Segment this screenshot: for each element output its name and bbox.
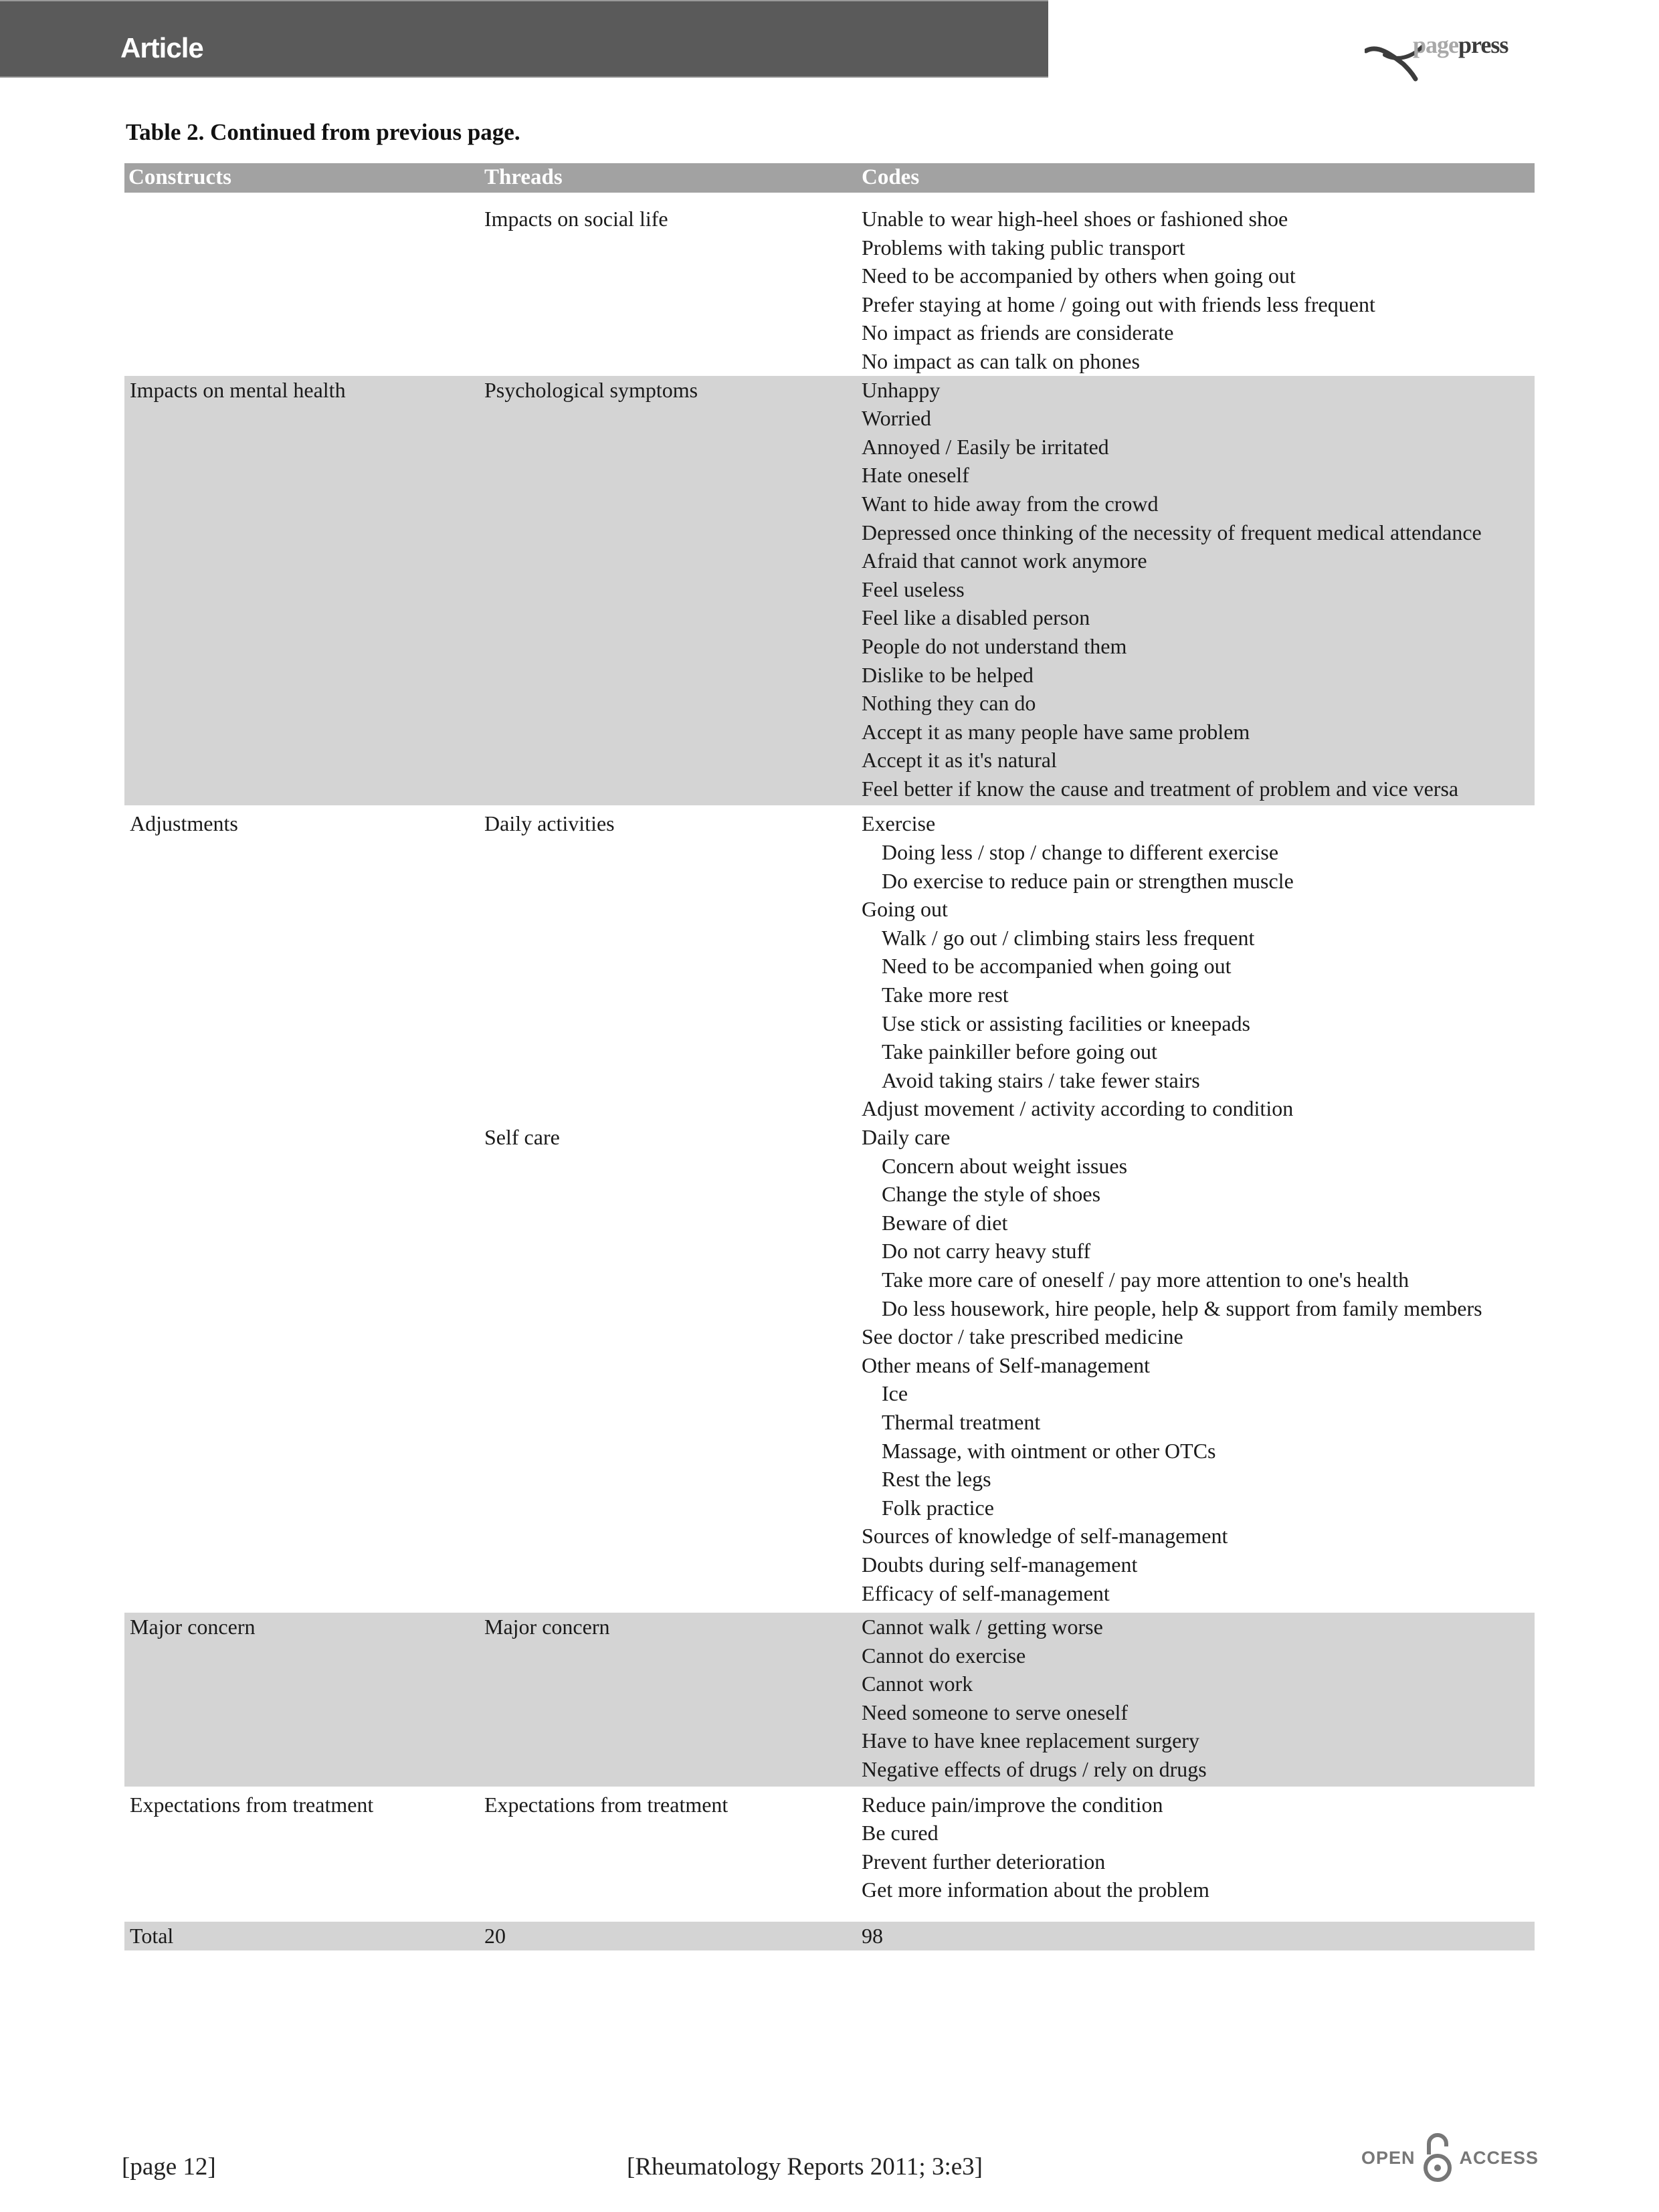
code-item: Unable to wear high-heel shoes or fashioned shoe [862,207,1288,231]
section-header-bar [0,0,1048,78]
sub-code-item: Need to be accompanied when going out [882,954,1232,979]
sub-code-item: Avoid taking stairs / take fewer stairs [882,1068,1200,1092]
code-item: Unhappy [862,377,941,402]
code-item: Need someone to serve oneself [862,1700,1129,1724]
table-row [124,1613,1535,1787]
table-row [124,809,1535,1613]
code-item: Feel better if know the cause and treatment of problem and vice versa [862,776,1459,801]
code-item: Accept it as it's natural [862,748,1057,773]
sub-code-item: Concern about weight issues [882,1153,1128,1178]
construct-cell: Adjustments [130,811,238,836]
code-item: Worried [862,406,932,431]
pagepress-logo [1365,31,1539,84]
code-item: Adjust movement / activity according to condition [862,1096,1294,1121]
code-item: People do not understand them [862,633,1127,658]
page-number: [page 12] [122,2153,216,2181]
code-item: Be cured [862,1821,939,1845]
code-item: Doubts during self-management [862,1552,1138,1577]
codes-table [124,163,1535,1950]
construct-cell: Expectations from treatment [130,1792,374,1817]
thread-cell: Major concern [484,1615,610,1639]
section-label: Article [120,32,203,64]
sub-code-item: Take painkiller before going out [882,1039,1157,1064]
construct-cell: Impacts on mental health [130,377,346,402]
open-access-badge [1361,2131,1539,2185]
codes-cell [862,205,1535,376]
code-item: No impact as can talk on phones [862,348,1140,373]
table-body [124,193,1535,1950]
open-access-right-text: ACCESS [1459,2147,1539,2168]
code-item: Cannot do exercise [862,1643,1026,1668]
total-codes: 98 [862,1924,883,1948]
table-row [124,193,1535,376]
sub-code-item: Do less housework, hire people, help & support from family members [882,1296,1482,1320]
logo-part-page: page [1413,31,1458,58]
thread-cell: Psychological symptoms [484,377,698,402]
code-item: Depressed once thinking of the necessity of frequent medical attendance [862,520,1482,544]
code-item: Accept it as many people have same problem [862,719,1250,744]
code-item: Exercise [862,811,936,836]
sub-code-item: Change the style of shoes [882,1182,1101,1207]
table-row [124,376,1535,806]
code-item: Prefer staying at home / going out with friends less frequent [862,292,1375,316]
sub-code-item: Doing less / stop / change to different exercise [882,840,1279,865]
code-item: Hate oneself [862,463,969,488]
code-item: Nothing they can do [862,691,1036,716]
thread-cell: Self care [484,1125,560,1150]
code-item: Feel like a disabled person [862,605,1090,630]
code-item: Prevent further deterioration [862,1849,1106,1874]
codes-cell [862,376,1535,803]
code-item: Daily care [862,1125,951,1149]
sub-code-item: Beware of diet [882,1210,1008,1235]
codes-cell [862,1791,1535,1904]
code-item: See doctor / take prescribed medicine [862,1324,1183,1349]
column-header-constructs: Constructs [128,165,231,189]
code-item: Cannot work [862,1672,973,1696]
sub-code-item: Use stick or assisting facilities or kneepads [882,1011,1250,1035]
thread-cell: Impacts on social life [484,207,668,231]
sub-code-item: Take more care of oneself / pay more attention to one's health [882,1267,1409,1292]
code-item: Efficacy of self-management [862,1581,1110,1605]
pagepress-wordmark [1413,31,1508,59]
thread-cell: Expectations from treatment [484,1792,728,1817]
table-header-row [124,163,1535,193]
logo-part-press: press [1458,31,1508,58]
code-item: Want to hide away from the crowd [862,491,1159,516]
code-item: Annoyed / Easily be irritated [862,434,1109,459]
codes-cell [862,1613,1535,1784]
column-header-threads: Threads [484,165,563,189]
sub-code-item: Rest the legs [882,1467,991,1492]
code-item: Other means of Self-management [862,1352,1150,1377]
thread-cell: Daily activities [484,811,615,836]
table-caption: Table 2. Continued from previous page. [126,119,520,145]
column-header-codes: Codes [862,165,920,189]
journal-citation: [Rheumatology Reports 2011; 3:e3] [627,2153,983,2181]
code-item: Get more information about the problem [862,1878,1209,1902]
construct-cell: Major concern [130,1615,256,1639]
sub-code-item: Do not carry heavy stuff [882,1239,1091,1264]
code-item: Need to be accompanied by others when going out [862,264,1296,288]
sub-code-item: Massage, with ointment or other OTCs [882,1438,1216,1463]
open-access-left-text: OPEN [1361,2147,1416,2168]
code-item: Negative effects of drugs / rely on drugs [862,1757,1207,1782]
sub-code-item: Take more rest [882,983,1009,1007]
sub-code-item: Do exercise to reduce pain or strengthen muscle [882,868,1294,893]
code-item: Dislike to be helped [862,662,1034,687]
code-item: Feel useless [862,577,965,601]
code-item: Have to have knee replacement surgery [862,1728,1199,1753]
code-item: No impact as friends are considerate [862,320,1174,345]
sub-code-item: Thermal treatment [882,1409,1041,1434]
code-item: Cannot walk / getting worse [862,1615,1103,1639]
total-label: Total [130,1924,174,1948]
sub-code-item: Folk practice [882,1495,994,1520]
table-row [124,1791,1535,1912]
total-threads: 20 [484,1924,506,1948]
total-row [124,1922,1535,1950]
code-item: Going out [862,897,948,922]
sub-code-item: Walk / go out / climbing stairs less frequent [882,925,1255,950]
code-item: Sources of knowledge of self-management [862,1524,1228,1548]
code-item: Reduce pain/improve the condition [862,1792,1163,1817]
sub-code-item: Ice [882,1381,908,1406]
codes-cell [862,809,1535,1607]
code-item: Afraid that cannot work anymore [862,548,1147,573]
open-lock-icon [1421,2132,1454,2184]
code-item: Problems with taking public transport [862,235,1185,260]
